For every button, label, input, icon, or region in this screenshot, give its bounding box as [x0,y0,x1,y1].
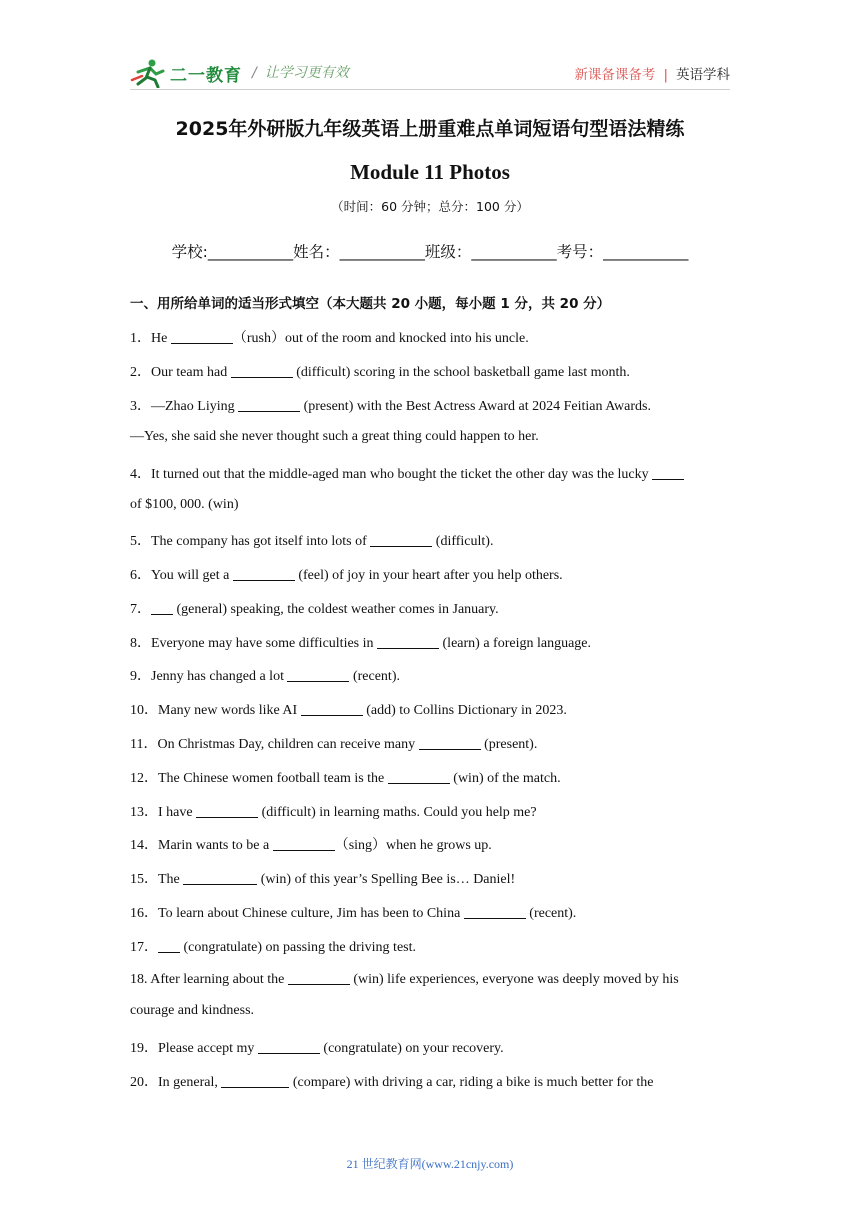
question-6 [130,564,563,584]
question-text: (difficult). [432,534,494,549]
document-subtitle: Module 11 Photos [350,160,510,184]
question-text: of $100, 000. (win) [130,497,239,512]
question-10 [130,699,567,719]
question-text: (difficult) scoring in the school basketball game last month. [292,365,630,380]
header-tagline: 新课备课备考 [574,67,656,83]
question-text: courage and kindness. [130,1003,255,1018]
question-text: 19．Please accept my [130,1041,258,1056]
question-13 [130,801,537,821]
answer-blank [652,465,684,480]
field-class-label: 班级： [424,243,472,261]
answer-blank [238,397,300,412]
page-footer: 21 世纪教育网(www.21cnjy.com) [346,1157,514,1171]
answer-blank [183,870,257,885]
question-text: 6．You will get a [130,568,233,583]
question-text: (compare) with driving a car, riding a bike is much better for the [289,1075,654,1090]
question-8 [130,632,591,652]
question-12 [130,767,561,787]
question-2 [130,361,630,381]
answer-blank [288,970,350,985]
question-text: 7． [130,602,151,617]
question-16 [130,902,576,922]
question-11 [130,733,537,753]
question-18-cont [130,1003,254,1019]
field-class-blank: ___________ [471,243,557,261]
page-header [130,56,730,90]
student-info-line [0,240,860,262]
slogan [252,62,349,82]
question-text: 17． [130,940,158,955]
exam-info: （时间：60 分钟；总分：100 分） [331,199,529,214]
question-text: 10．Many new words like AI [130,703,301,718]
answer-blank [377,634,439,649]
answer-blank [158,938,180,953]
question-4 [130,463,684,483]
answer-blank [233,566,295,581]
question-17 [130,936,416,956]
answer-blank [231,363,293,378]
question-text: (congratulate) on your recovery. [319,1041,504,1056]
runner-logo-icon [130,58,168,88]
question-text: (congratulate) on passing the driving test. [180,940,416,955]
question-18 [130,970,679,988]
field-name-label: 姓名： [293,243,340,261]
answer-blank [196,803,258,818]
question-text: (add) to Collins Dictionary in 2023. [362,703,567,718]
question-text: —Yes, she said she never thought such a great thing could happen to her. [130,429,539,444]
answer-blank [301,701,363,716]
question-7 [130,598,499,618]
document-title: 2025年外研版九年级英语上册重难点单词短语句型语法精练 [175,118,685,140]
question-text: 18. After learning about the [130,972,288,987]
answer-blank [258,1039,320,1054]
question-text: （rush）out of the room and knocked into his uncle. [232,331,529,346]
question-15 [130,868,515,888]
question-3 [130,395,651,415]
answer-blank [287,667,349,682]
logo [130,58,242,88]
answer-blank [419,735,481,750]
question-5 [130,530,493,550]
answer-blank [388,769,450,784]
question-text: (win) of this year’s Spelling Bee is… Daniel! [257,872,516,887]
question-text: (win) life experiences, everyone was deeply moved by his [349,972,679,987]
question-text: 3．—Zhao Liying [130,399,239,414]
answer-blank [464,904,526,919]
question-text: 16．To learn about Chinese culture, Jim has been to China [130,906,464,921]
header-right [574,63,730,83]
header-divider [130,89,730,90]
question-text: (recent). [349,669,400,684]
question-19 [130,1037,504,1057]
question-20 [130,1071,653,1091]
answer-blank [151,600,173,615]
question-text: 20．In general, [130,1075,222,1090]
question-9 [130,665,400,685]
question-text: 8．Everyone may have some difficulties in [130,636,378,651]
question-text: 4．It turned out that the middle-aged man who bought the ticket the other day was the lucky [130,467,653,482]
field-number-blank: ___________ [603,243,689,261]
question-text: (present). [480,737,538,752]
section-heading: 一、用所给单词的适当形式填空（本大题共 20 小题，每小题 1 分，共 20 分） [130,296,611,312]
question-text: 1．He [130,331,171,346]
question-text: 13．I have [130,805,197,820]
question-3-reply [130,429,539,445]
question-text: (learn) a foreign language. [439,636,591,651]
slogan-text: 让学习更有效 [264,65,349,81]
answer-blank [221,1073,289,1088]
question-text: (feel) of joy in your heart after you help others. [294,568,563,583]
question-4-cont [130,497,239,513]
question-text: 15．The [130,872,184,887]
field-number-label: 考号： [556,243,604,261]
field-name-blank: ___________ [339,243,425,261]
question-text: 11．On Christmas Day, children can receive many [130,737,419,752]
question-text: (general) speaking, the coldest weather comes in January. [173,602,499,617]
header-separator: | [663,67,668,83]
question-text: 2．Our team had [130,365,231,380]
answer-blank [370,532,432,547]
slogan-slash: / [252,65,257,81]
answer-blank [273,836,335,851]
logo-text: 二一教育 [170,65,242,86]
question-text: (present) with the Best Actress Award at 2024 Feitian Awards. [300,399,651,414]
field-school-label: 学校: [171,243,208,261]
question-text: 5．The company has got itself into lots of [130,534,371,549]
question-text: 9．Jenny has changed a lot [130,669,288,684]
question-text: （sing）when he grows up. [334,838,492,853]
question-14 [130,834,492,854]
question-1 [130,327,529,347]
question-text: (recent). [525,906,577,921]
question-text: (difficult) in learning maths. Could you help me? [258,805,537,820]
header-subject: 英语学科 [676,67,730,83]
question-text: 14．Marin wants to be a [130,838,273,853]
field-school-blank: ___________ [207,243,294,261]
answer-blank [171,329,233,344]
question-text: 12．The Chinese women football team is the [130,771,388,786]
question-text: (win) of the match. [449,771,561,786]
